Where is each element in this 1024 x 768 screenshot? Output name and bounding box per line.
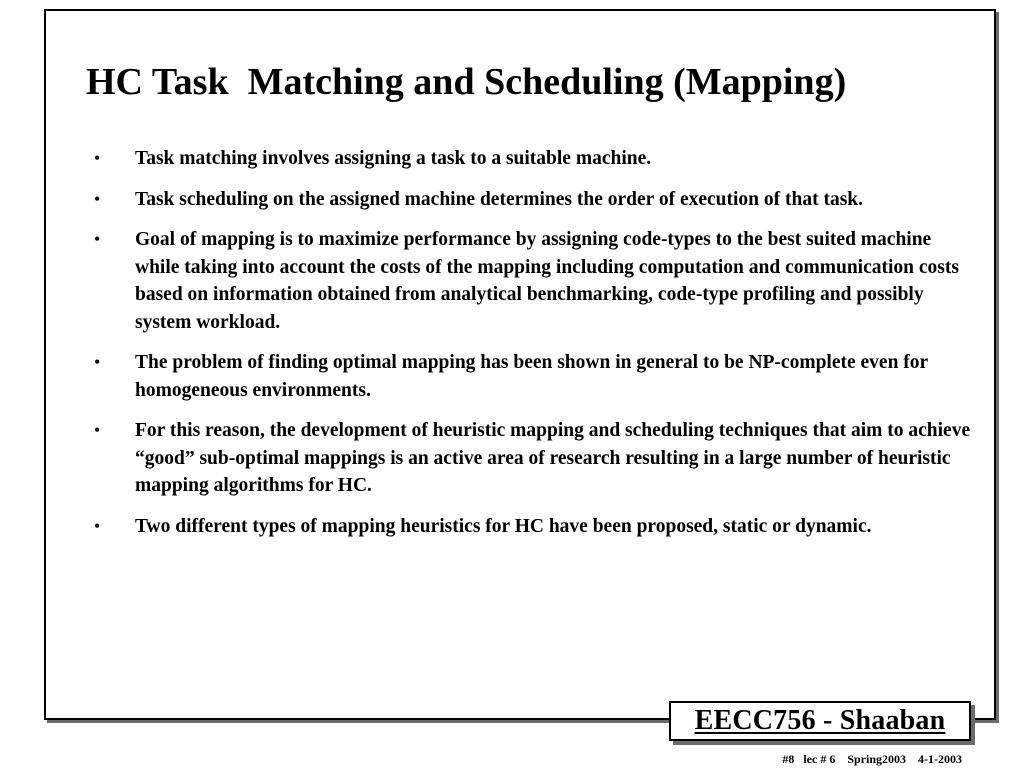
bullet-icon: •	[94, 229, 101, 249]
bullet-text: Two different types of mapping heuristics for HC have been proposed, static or dynamic.	[135, 515, 872, 537]
bullet-icon: •	[94, 420, 101, 440]
bullet-text: Goal of mapping is to maximize performance by assigning code-types to the best suited machine while taking into account the costs of the mapping including computation and communication costs based on information obtained from analytical benchmarking, code-type profiling and possibly system workload.	[135, 229, 959, 333]
bullet-text: For this reason, the development of heuristic mapping and scheduling techniques that aim to achieve “good” sub-optimal mappings is an active area of research resulting in a large number of heuristic mapping algorithms for HC.	[135, 420, 971, 496]
bullet-icon: •	[94, 515, 101, 536]
bullet-item	[94, 349, 980, 404]
slide-title: HC Task Matching and Scheduling (Mapping)	[86, 61, 847, 103]
bullet-icon: •	[94, 188, 101, 209]
bullet-item	[94, 226, 980, 336]
bullet-item	[94, 186, 980, 214]
bullet-text: The problem of finding optimal mapping has been shown in general to be NP-complete even for homogeneous environments.	[135, 352, 928, 401]
bullet-icon: •	[94, 148, 101, 168]
bullet-text: Task scheduling on the assigned machine determines the order of execution of that task.	[135, 188, 864, 210]
bullet-text: Task matching involves assigning a task to a suitable machine.	[135, 148, 652, 169]
bullet-list	[94, 145, 980, 553]
course-brand-box	[669, 701, 971, 741]
bullet-item	[94, 145, 980, 173]
course-brand-label: EECC756 - Shaaban	[694, 705, 946, 736]
slide-footer: #8 lec # 6 Spring2003 4-1-2003	[782, 752, 962, 766]
bullet-item	[94, 513, 980, 541]
bullet-item	[94, 417, 980, 500]
bullet-icon: •	[94, 352, 101, 372]
